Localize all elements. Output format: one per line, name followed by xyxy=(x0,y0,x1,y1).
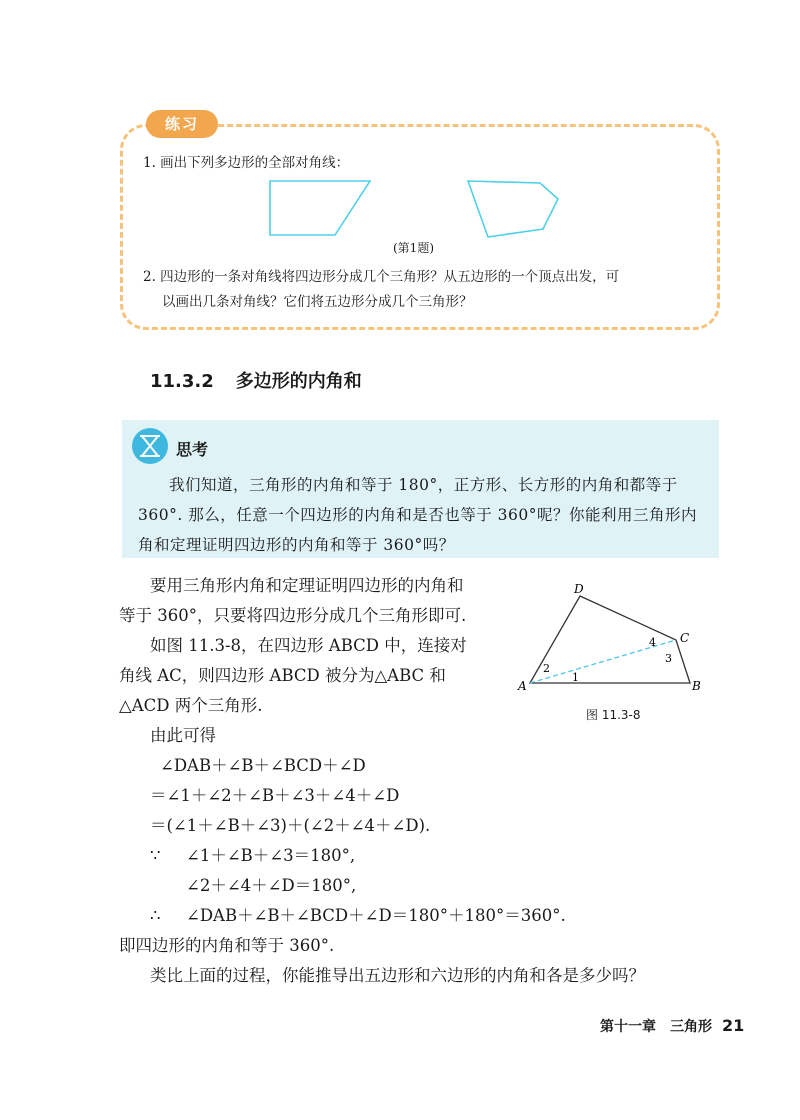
angle-label-2: 2 xyxy=(543,662,550,675)
math-line-2: ＝∠1＋∠2＋∠B＋∠3＋∠4＋∠D xyxy=(150,786,400,805)
practice-question-1: 1. 画出下列多边形的全部对角线： xyxy=(143,155,350,171)
section-title: 多边形的内角和 xyxy=(235,371,362,392)
body-p1-line-1: 要用三角形内角和定理证明四边形的内角和 xyxy=(150,576,464,595)
body-p2-line-3: △ACD 两个三角形. xyxy=(119,696,263,715)
think-icon xyxy=(130,426,170,466)
because-symbol: ∵ xyxy=(150,846,161,865)
derive-text: 由此可得 xyxy=(150,726,216,745)
page-footer xyxy=(600,1016,744,1036)
figure-caption: 图 11.3-8 xyxy=(586,708,641,722)
body-p2-line-2: 角线 AC，则四边形 ABCD 被分为△ABC 和 xyxy=(119,666,446,685)
practice-tab: 练习 xyxy=(146,110,218,138)
math-line-4: ∠1＋∠B＋∠3＝180°, xyxy=(186,846,356,865)
math-line-6: ∠DAB＋∠B＋∠BCD＋∠D＝180°＋180°＝360°. xyxy=(186,906,566,925)
body-p2-line-1: 如图 11.3-8，在四边形 ABCD 中，连接对 xyxy=(150,636,467,655)
conclusion-text: 即四边形的内角和等于 360°. xyxy=(119,936,335,955)
page-number: 21 xyxy=(722,1016,745,1035)
quadrilateral-shape xyxy=(270,181,370,235)
angle-label-1: 1 xyxy=(572,671,579,684)
label-b: B xyxy=(692,679,701,693)
figure-quadrilateral xyxy=(510,580,710,700)
math-line-1: ∠DAB＋∠B＋∠BCD＋∠D xyxy=(160,756,366,775)
section-heading xyxy=(150,367,384,393)
practice-question-2-line-2: 以画出几条对角线？它们将五边形分成几个三角形？ xyxy=(162,294,473,310)
angle-label-3: 3 xyxy=(665,652,672,665)
chapter-label: 第十一章 三角形 xyxy=(600,1019,712,1035)
body-p1-line-2: 等于 360°，只要将四边形分成几个三角形即可. xyxy=(119,606,467,625)
think-title: 思考 xyxy=(176,440,209,459)
analogy-question: 类比上面的过程，你能推导出五边形和六边形的内角和各是多少吗？ xyxy=(150,966,645,985)
math-line-5: ∠2＋∠4＋∠D＝180°, xyxy=(186,876,357,895)
practice-question-2-line-1: 2. 四边形的一条对角线将四边形分成几个三角形？从五边形的一个顶点出发，可 xyxy=(143,269,620,285)
math-line-3: ＝(∠1＋∠B＋∠3)＋(∠2＋∠4＋∠D). xyxy=(150,816,431,835)
think-text: 我们知道，三角形的内角和等于 180°，正方形、长方形的内角和都等于 360°. 那么，任意一个四边形的内角和是否也等于 360°呢？你能利用三角形内角和定理证明四边形的内角和等于 360°吗？ xyxy=(138,476,697,554)
practice-figure-caption: (第1题) xyxy=(393,241,434,255)
pentagon-shape xyxy=(468,181,558,237)
label-a: A xyxy=(518,679,527,693)
therefore-symbol: ∴ xyxy=(150,906,161,925)
quadrilateral-abcd xyxy=(530,596,690,683)
label-d: D xyxy=(574,582,584,596)
label-c: C xyxy=(680,631,690,645)
practice-shapes xyxy=(260,175,580,240)
section-number: 11.3.2 xyxy=(150,371,214,392)
angle-label-4: 4 xyxy=(649,636,656,649)
